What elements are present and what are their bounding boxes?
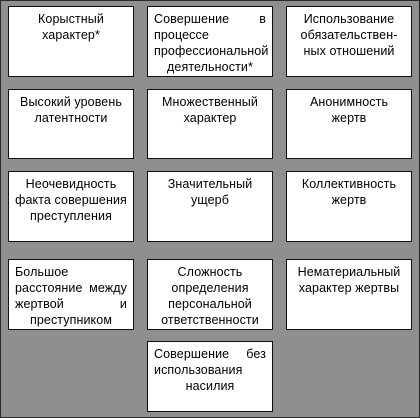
card-collective-victims: Коллективность жертв xyxy=(286,171,412,242)
card-large-distance: Большое расстояние между жертвой и преступником xyxy=(8,259,134,330)
card-professional-activity: Совершение в процессе профессиональной деятельности* xyxy=(147,6,273,77)
card-nonviolent: Совершение без использования насилия xyxy=(147,341,273,412)
card-responsibility-difficulty: Сложность определения персональной ответственности xyxy=(147,259,273,330)
card-mercenary-character: Корыстный характер* xyxy=(8,6,134,77)
card-non-obviousness: Неочевидность факта совершения преступления xyxy=(8,171,134,242)
card-intangible-victim: Нематериальный характер жертвы xyxy=(286,259,412,330)
card-high-latency: Высокий уровень латентности xyxy=(8,89,134,159)
card-use-of-obligations: Использование обязательствен-ных отношений xyxy=(286,6,412,77)
card-significant-damage: Значительный ущерб xyxy=(147,171,273,242)
card-victim-anonymity: Анонимность жертв xyxy=(286,89,412,159)
card-multiple-character: Множественный характер xyxy=(147,89,273,159)
